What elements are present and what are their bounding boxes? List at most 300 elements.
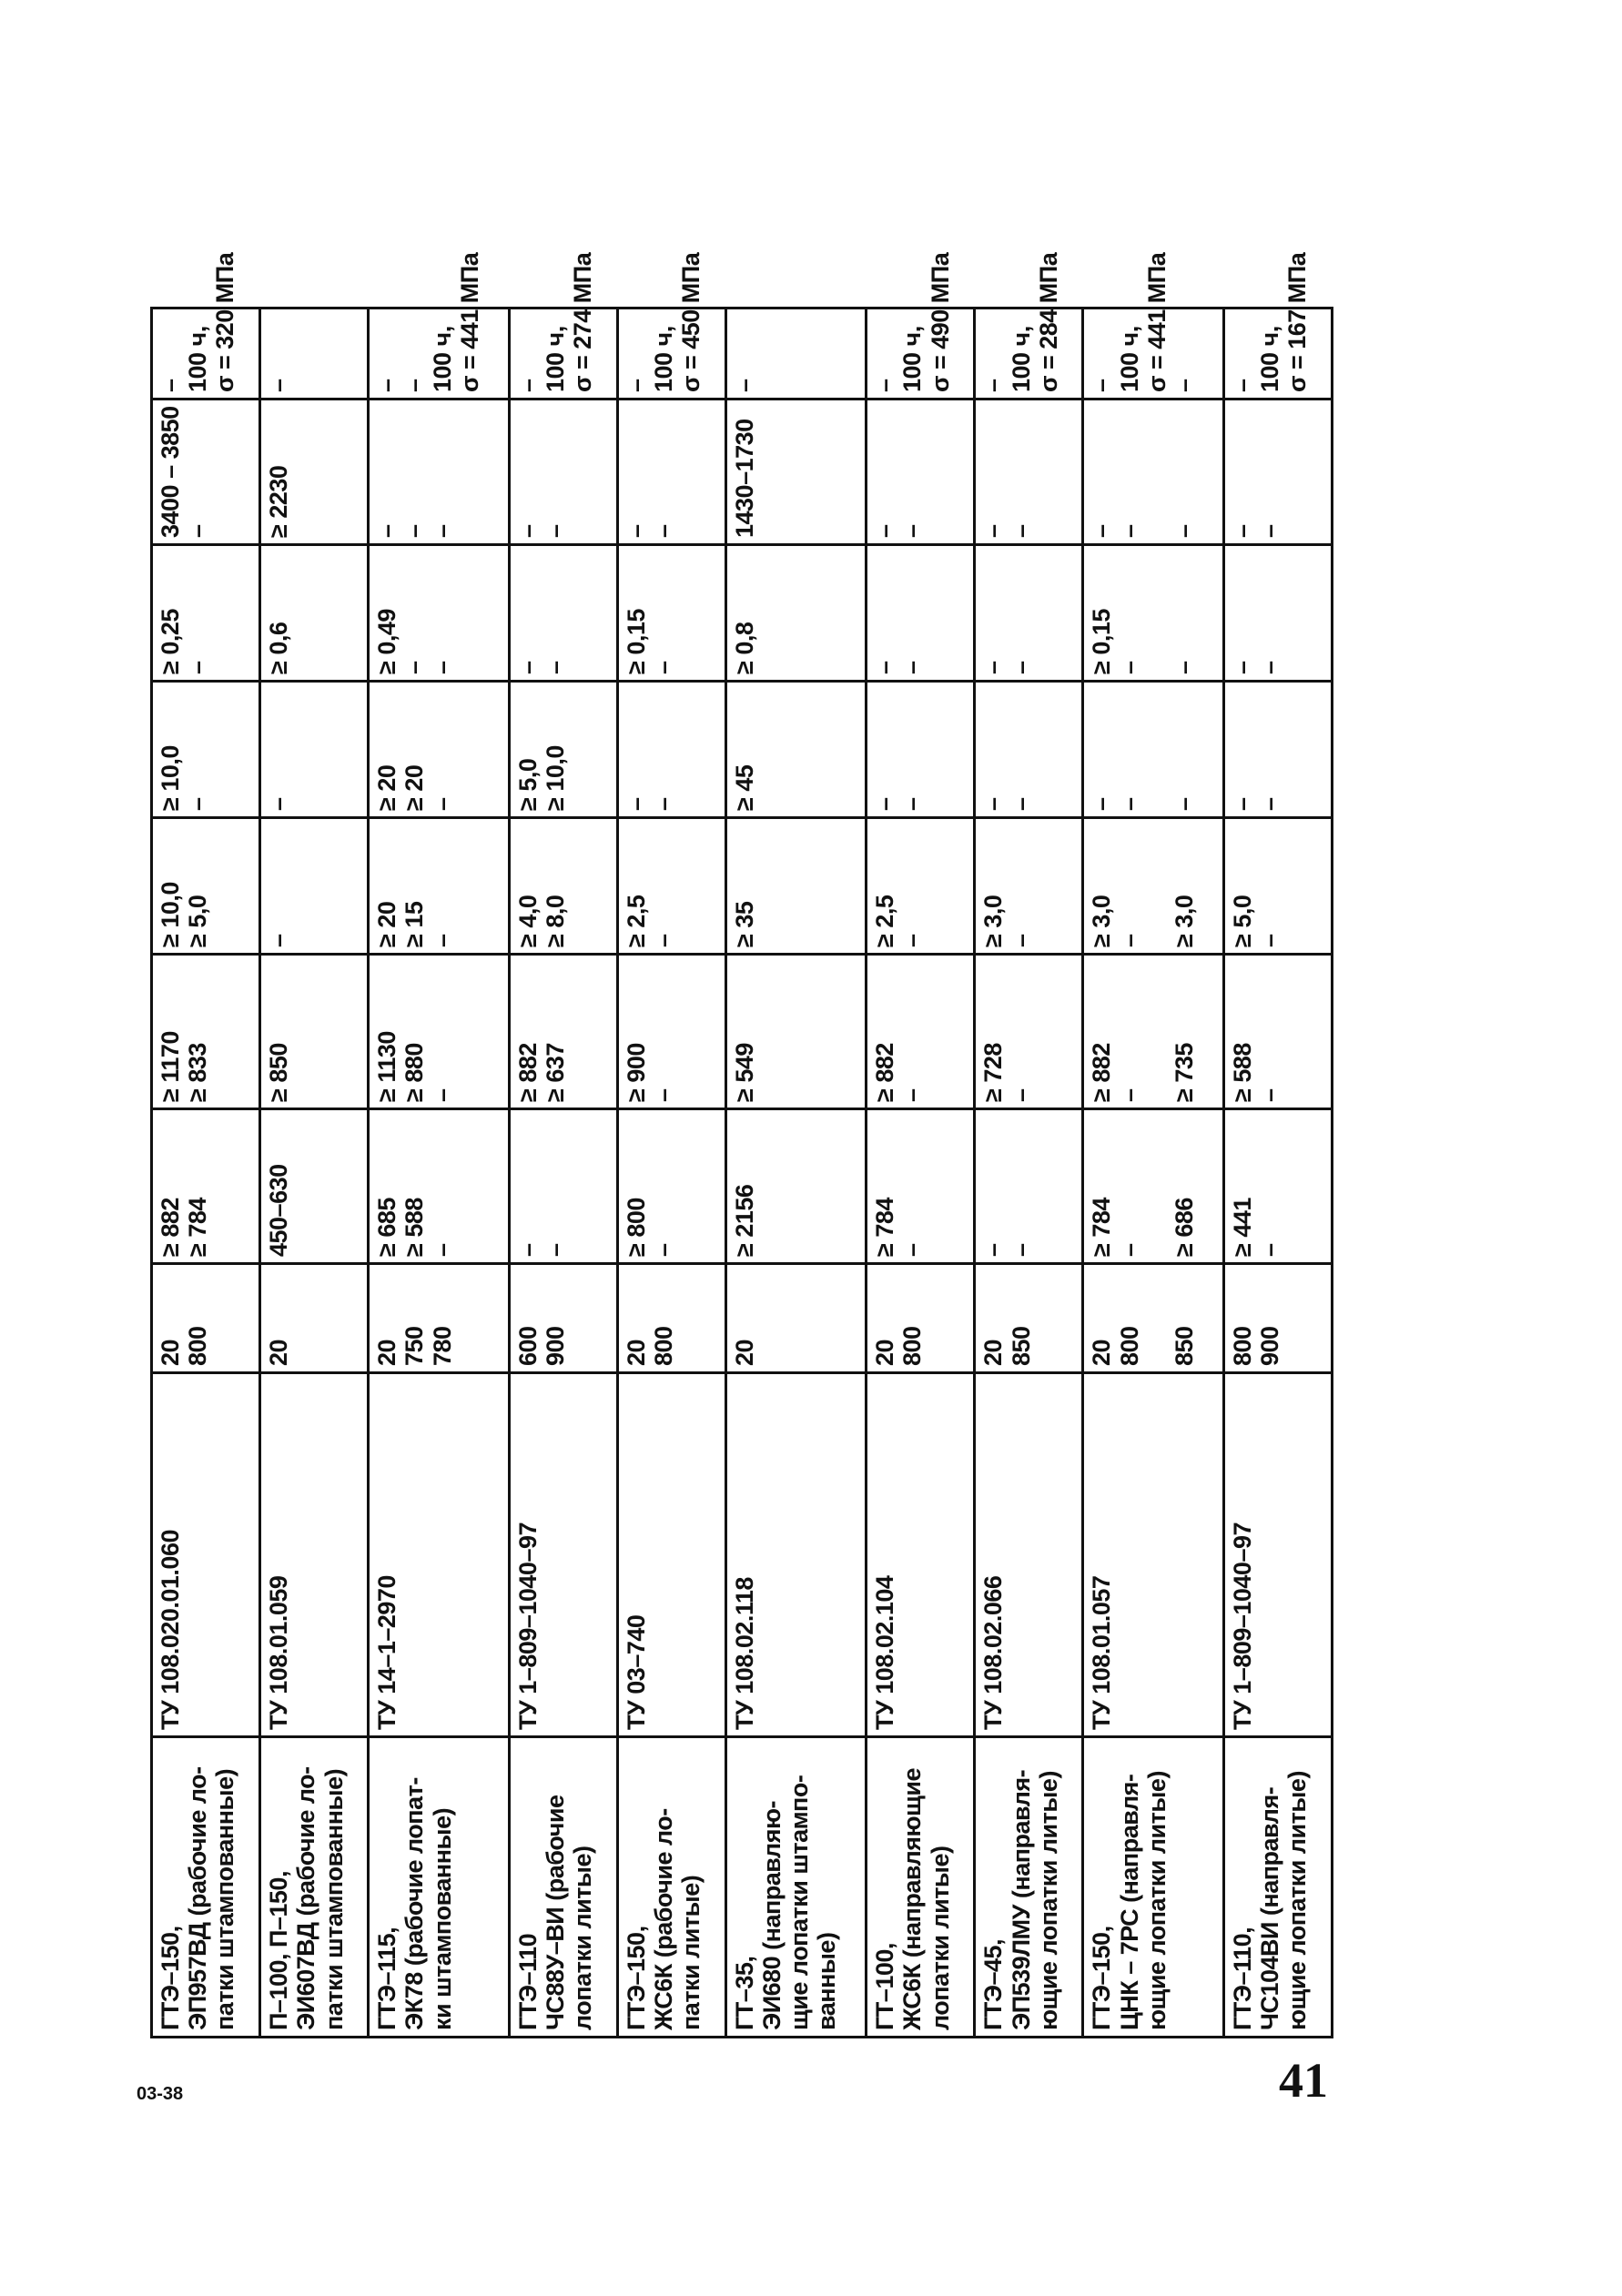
cell-line: ТУ 1–809–1040–97 <box>513 1522 542 1730</box>
cell-line: ЦНК – 7РС (направля- <box>1115 1774 1143 2030</box>
cell-line: ≥ 784 <box>871 1198 899 1257</box>
cell-line: ЧС104ВИ (направля- <box>1256 1786 1284 2030</box>
cell-line <box>1143 824 1171 947</box>
cell-line: – <box>1007 934 1035 947</box>
table-cell <box>975 1264 1083 1373</box>
cell-line: – <box>1007 661 1035 674</box>
cell-line: – <box>184 524 212 538</box>
table-cell <box>509 1737 617 2038</box>
cell-line: ≥ 588 <box>1228 1043 1256 1102</box>
cell-line: – <box>1171 661 1199 674</box>
cell-line: ≥ 882 <box>513 1043 542 1102</box>
table-cell <box>617 252 725 400</box>
cell-line: ГТЭ–110 <box>513 1933 542 2030</box>
table-cell <box>1223 955 1332 1109</box>
table-cell <box>1223 1373 1332 1737</box>
cell-line: ≥ 20 <box>400 764 429 811</box>
cell-line: – <box>649 661 677 674</box>
cell-line: ≥ 20 <box>373 901 401 947</box>
cell-line: лопатки литые) <box>926 1846 954 2030</box>
cell-line: 100 ч, <box>649 326 677 392</box>
cell-line: – <box>428 661 456 674</box>
cell-line: – <box>1256 1243 1284 1257</box>
cell-line: – <box>513 1243 542 1257</box>
table-cell <box>260 308 369 400</box>
cell-line: 20 <box>157 1339 184 1366</box>
cell-line: ГТЭ–150, <box>157 1926 184 2030</box>
table-cell <box>1083 1264 1223 1373</box>
table-cell <box>725 1737 866 2038</box>
cell-line: ≥ 880 <box>400 1043 429 1102</box>
cell-line: – <box>649 1243 677 1257</box>
rotated-table-wrapper <box>150 252 1333 2038</box>
cell-line: ≥ 833 <box>184 1043 212 1102</box>
cell-line: ющие лопатки литые) <box>1034 1771 1062 2030</box>
cell-line: – <box>1171 524 1199 538</box>
table-cell <box>1223 1109 1332 1264</box>
cell-line: ≥ 5,0 <box>1228 895 1256 947</box>
cell-line: 100 ч, <box>184 326 212 392</box>
table-row <box>152 308 260 2038</box>
cell-line: 750 <box>400 1326 429 1366</box>
cell-line: – <box>1007 1088 1035 1102</box>
table-row <box>725 308 866 2038</box>
cell-line: ≥ 850 <box>265 1043 293 1102</box>
cell-line: – <box>541 661 569 674</box>
cell-line: – <box>871 379 899 392</box>
table-cell <box>975 252 1083 400</box>
cell-line: σ = 284 МПа <box>1034 252 1062 392</box>
cell-line: 800 <box>184 1326 212 1366</box>
table-cell <box>617 1373 725 1737</box>
cell-line: ГТ–35, <box>730 1956 758 2030</box>
cell-line: 1430–1730 <box>730 419 758 538</box>
cell-line: ГТЭ–150, <box>1088 1926 1116 2030</box>
cell-line: ≥ 5,0 <box>513 758 542 811</box>
table-cell <box>725 1373 866 1737</box>
cell-line: – <box>1007 1243 1035 1257</box>
cell-line: – <box>184 661 212 674</box>
cell-line <box>1143 1116 1171 1257</box>
cell-line: 20 <box>871 1339 899 1366</box>
cell-line: ≥ 5,0 <box>184 895 212 947</box>
cell-line: ≥ 900 <box>622 1043 650 1102</box>
table-row <box>975 308 1083 2038</box>
cell-line: ГТ–100, <box>871 1943 899 2030</box>
table-cell <box>369 252 509 400</box>
cell-line: 100 ч, <box>1256 326 1284 392</box>
cell-line: ТУ 108.020.01.060 <box>157 1530 184 1730</box>
cell-line: ≥ 441 <box>1228 1198 1256 1257</box>
table-cell <box>369 1264 509 1373</box>
cell-line: 20 <box>622 1339 650 1366</box>
cell-line: ≥ 2,5 <box>871 895 899 947</box>
table-cell <box>369 1737 509 2038</box>
table-cell <box>1223 400 1332 545</box>
table-cell <box>617 545 725 682</box>
cell-line: ≥ 882 <box>871 1043 899 1102</box>
cell-line <box>1143 688 1171 811</box>
cell-line: – <box>649 1088 677 1102</box>
table-cell <box>617 1264 725 1373</box>
cell-line <box>1143 1270 1171 1366</box>
cell-line: – <box>898 524 927 538</box>
cell-line: ≥ 0,15 <box>1088 609 1116 674</box>
cell-line: ТУ 108.02.118 <box>730 1577 758 1730</box>
cell-line: σ = 167 МПа <box>1283 252 1312 392</box>
cell-line: ЭИ680 (направляю- <box>758 1801 786 2030</box>
cell-line: ≥ 2156 <box>730 1184 758 1257</box>
cell-line: ЖС6К (рабочие ло- <box>649 1808 677 2030</box>
cell-line: – <box>979 379 1008 392</box>
cell-line: σ = 450 МПа <box>677 252 705 392</box>
cell-line: – <box>622 524 650 538</box>
cell-line: ЭП539ЛМУ (направля- <box>1007 1769 1035 2030</box>
cell-line: – <box>979 524 1008 538</box>
cell-line: ≥ 20 <box>373 764 401 811</box>
cell-line: – <box>428 1243 456 1257</box>
table-row <box>260 308 369 2038</box>
cell-line: 100 ч, <box>898 326 927 392</box>
cell-line: ЖС6К (направляющие <box>898 1768 927 2030</box>
cell-line: – <box>730 379 758 392</box>
cell-line: – <box>1115 524 1143 538</box>
cell-line: – <box>898 1088 927 1102</box>
cell-line: ГТЭ–45, <box>979 1938 1008 2030</box>
cell-line: ки штампованные) <box>428 1807 456 2030</box>
cell-line: ≥ 686 <box>1171 1198 1199 1257</box>
table-cell <box>509 818 617 955</box>
cell-line: ЭК78 (рабочие лопат- <box>400 1777 429 2030</box>
page-number: 41 <box>1279 2053 1328 2108</box>
cell-line: ≥ 3,0 <box>1088 895 1116 947</box>
cell-line: – <box>1115 661 1143 674</box>
cell-line: – <box>265 379 293 392</box>
table-cell <box>369 1109 509 1264</box>
table-cell <box>725 818 866 955</box>
cell-line: П–100, П–150, <box>265 1871 293 2030</box>
cell-line: – <box>622 379 650 392</box>
table-cell <box>725 308 866 400</box>
table-cell <box>867 1109 975 1264</box>
cell-line: – <box>649 524 677 538</box>
document-code: 03-38 <box>137 2084 184 2104</box>
cell-line: ≥ 800 <box>622 1198 650 1257</box>
cell-line: – <box>265 797 293 811</box>
cell-line: σ = 441 МПа <box>1142 252 1171 392</box>
cell-line: – <box>898 797 927 811</box>
cell-line: ≥ 10,0 <box>541 745 569 811</box>
cell-line: 850 <box>1171 1326 1199 1366</box>
cell-line: – <box>400 661 429 674</box>
table-cell <box>617 1109 725 1264</box>
table-cell <box>725 955 866 1109</box>
cell-line: ≥ 0,6 <box>265 622 293 674</box>
table-cell <box>975 955 1083 1109</box>
table-cell <box>975 1373 1083 1737</box>
cell-line: ющие лопатки литые) <box>1142 1771 1171 2030</box>
cell-line: – <box>428 797 456 811</box>
cell-line: – <box>979 1243 1008 1257</box>
table-row <box>867 308 975 2038</box>
cell-line: ≥ 784 <box>184 1198 212 1257</box>
cell-line: ТУ 108.01.059 <box>265 1575 293 1730</box>
table-cell <box>152 955 260 1109</box>
cell-line: 20 <box>979 1339 1008 1366</box>
table-row <box>1083 308 1223 2038</box>
cell-line: σ = 274 МПа <box>569 252 597 392</box>
cell-line: ЭП957ВД (рабочие ло- <box>184 1766 212 2030</box>
table-cell <box>260 682 369 818</box>
table-cell <box>260 818 369 955</box>
table-cell <box>1083 400 1223 545</box>
cell-line: ≥ 4,0 <box>513 895 542 947</box>
table-cell <box>260 1373 369 1737</box>
cell-line: 600 <box>513 1326 542 1366</box>
cell-line: 100 ч, <box>1007 326 1035 392</box>
cell-line: ТУ 108.01.057 <box>1088 1575 1116 1730</box>
cell-line <box>1143 961 1171 1102</box>
cell-line: – <box>541 524 569 538</box>
table-cell <box>509 1109 617 1264</box>
cell-line: – <box>1256 524 1284 538</box>
cell-line: – <box>1256 1088 1284 1102</box>
table-cell <box>867 400 975 545</box>
cell-line: – <box>1228 661 1256 674</box>
cell-line: ющие лопатки литые) <box>1283 1771 1312 2030</box>
table-cell <box>975 818 1083 955</box>
table-cell <box>260 1737 369 2038</box>
cell-line: ≥ 685 <box>373 1198 401 1257</box>
table-cell <box>975 545 1083 682</box>
cell-line: ≥ 882 <box>157 1198 184 1257</box>
cell-line: – <box>979 661 1008 674</box>
table-cell <box>975 1109 1083 1264</box>
cell-line: – <box>1115 1243 1143 1257</box>
cell-line: – <box>898 934 927 947</box>
table-cell <box>369 545 509 682</box>
table-cell <box>975 682 1083 818</box>
cell-line: 780 <box>428 1326 456 1366</box>
cell-line: – <box>1256 661 1284 674</box>
cell-line: ТУ 108.02.066 <box>979 1575 1008 1730</box>
cell-line: – <box>1115 934 1143 947</box>
cell-line: ≥ 15 <box>400 901 429 947</box>
cell-line: ≥ 735 <box>1171 1043 1199 1102</box>
cell-line: патки штампованные) <box>211 1768 239 2030</box>
table-cell <box>1083 818 1223 955</box>
cell-line: ≥ 8,0 <box>541 895 569 947</box>
table-cell <box>867 1264 975 1373</box>
cell-line: ≥ 35 <box>730 901 758 947</box>
table-cell <box>152 1373 260 1737</box>
cell-line: ≥ 0,15 <box>622 609 650 674</box>
table-cell <box>1223 252 1332 400</box>
table-body <box>152 252 1333 2038</box>
table-cell <box>617 955 725 1109</box>
cell-line: – <box>1256 934 1284 947</box>
table-cell <box>725 1109 866 1264</box>
cell-line: 800 <box>1115 1326 1143 1366</box>
cell-line: 900 <box>541 1326 569 1366</box>
table-cell <box>867 955 975 1109</box>
table-cell <box>617 818 725 955</box>
table-cell <box>152 1109 260 1264</box>
cell-line: ≥ 10,0 <box>157 882 184 947</box>
table-cell <box>1083 545 1223 682</box>
cell-line: ≥ 0,49 <box>373 609 401 674</box>
table-cell <box>260 1109 369 1264</box>
table-cell <box>1083 1109 1223 1264</box>
cell-line: 450–630 <box>265 1164 293 1257</box>
cell-line: – <box>513 524 542 538</box>
cell-line: – <box>1228 379 1256 392</box>
table-cell <box>260 545 369 682</box>
cell-line: 20 <box>373 1339 401 1366</box>
table-cell <box>509 1373 617 1737</box>
table-row <box>617 308 725 2038</box>
cell-line: 100 ч, <box>428 326 456 392</box>
cell-line: – <box>157 379 184 392</box>
table-cell <box>152 682 260 818</box>
cell-line: 20 <box>1088 1339 1116 1366</box>
cell-line: – <box>622 797 650 811</box>
cell-line: – <box>513 661 542 674</box>
cell-line: 100 ч, <box>541 326 569 392</box>
table-cell <box>725 545 866 682</box>
cell-line: патки штампованные) <box>319 1768 348 2030</box>
cell-line: – <box>1228 524 1256 538</box>
cell-line: ≥ 3,0 <box>979 895 1008 947</box>
cell-line: – <box>1115 1088 1143 1102</box>
table-cell <box>152 1264 260 1373</box>
table-cell <box>1223 1737 1332 2038</box>
table-cell <box>867 1373 975 1737</box>
table-cell <box>152 545 260 682</box>
cell-line: ЭИ607ВД (рабочие ло- <box>292 1766 320 2030</box>
table-cell <box>152 252 260 400</box>
cell-line: ≥ 10,0 <box>157 745 184 811</box>
cell-line: ≥ 3,0 <box>1171 895 1199 947</box>
cell-line <box>1143 406 1171 538</box>
cell-line: – <box>1007 524 1035 538</box>
cell-line: 20 <box>265 1339 293 1366</box>
cell-line: ≥ 784 <box>1088 1198 1116 1257</box>
table-cell <box>509 955 617 1109</box>
table-cell <box>260 955 369 1109</box>
cell-line: ТУ 14–1–2970 <box>373 1575 401 1730</box>
cell-line: ≥ 2230 <box>265 465 293 538</box>
table-row <box>509 308 617 2038</box>
table-cell <box>725 1264 866 1373</box>
table-cell <box>1223 1264 1332 1373</box>
cell-line: ТУ 03–740 <box>622 1614 650 1730</box>
cell-line: – <box>1171 797 1199 811</box>
table-cell <box>369 682 509 818</box>
table-cell <box>1223 818 1332 955</box>
table-cell <box>867 682 975 818</box>
table-cell <box>1083 252 1223 400</box>
cell-line: – <box>898 1243 927 1257</box>
cell-line: – <box>1088 797 1116 811</box>
cell-line: ГТЭ–150, <box>622 1926 650 2030</box>
cell-line: – <box>649 797 677 811</box>
cell-line: ТУ 1–809–1040–97 <box>1228 1522 1256 1730</box>
cell-line: 800 <box>649 1326 677 1366</box>
cell-line: – <box>979 797 1008 811</box>
cell-line: – <box>373 524 401 538</box>
cell-line: – <box>265 934 293 947</box>
table-cell <box>867 818 975 955</box>
table-cell <box>260 400 369 545</box>
cell-line: ванные) <box>813 1932 841 2030</box>
cell-line: – <box>541 1243 569 1257</box>
cell-line: 900 <box>1256 1326 1284 1366</box>
table-cell <box>509 252 617 400</box>
table-cell <box>152 1737 260 2038</box>
table-cell <box>617 682 725 818</box>
cell-line: ≥ 1170 <box>157 1031 184 1102</box>
cell-line: σ = 490 МПа <box>926 252 954 392</box>
table-cell <box>509 545 617 682</box>
table-cell <box>369 818 509 955</box>
table-cell <box>509 682 617 818</box>
cell-line: ≥ 882 <box>1088 1043 1116 1102</box>
cell-line: – <box>1088 379 1116 392</box>
cell-line: – <box>1115 797 1143 811</box>
table-cell <box>369 400 509 545</box>
cell-line: – <box>1088 524 1116 538</box>
table-cell <box>617 400 725 545</box>
cell-line: щие лопатки штампо- <box>786 1775 814 2030</box>
cell-line: σ = 441 МПа <box>455 252 483 392</box>
cell-line: – <box>649 934 677 947</box>
cell-line: 3400 – 3850 <box>157 406 184 538</box>
table-row <box>1223 308 1332 2038</box>
cell-line: ГТЭ–115, <box>373 1927 401 2030</box>
table-cell <box>975 1737 1083 2038</box>
table-cell <box>1083 955 1223 1109</box>
cell-line: – <box>428 934 456 947</box>
cell-line: – <box>428 524 456 538</box>
cell-line: – <box>400 379 429 392</box>
cell-line: ЧС88У–ВИ (рабочие <box>541 1795 569 2030</box>
cell-line: патки литые) <box>677 1875 705 2030</box>
material-properties-table <box>150 252 1333 2038</box>
cell-line: ≥ 45 <box>730 764 758 811</box>
table-cell <box>1083 1737 1223 2038</box>
cell-line: – <box>871 797 899 811</box>
cell-line: ТУ 108.02.104 <box>871 1575 899 1730</box>
table-cell <box>369 1373 509 1737</box>
cell-line: ≥ 728 <box>979 1043 1008 1102</box>
table-cell <box>152 818 260 955</box>
table-cell <box>509 400 617 545</box>
table-cell <box>260 1264 369 1373</box>
table-cell <box>1223 682 1332 818</box>
cell-line: – <box>400 524 429 538</box>
cell-line <box>1143 551 1171 674</box>
table-cell <box>1083 1373 1223 1737</box>
cell-line: 800 <box>1228 1326 1256 1366</box>
cell-line: – <box>184 797 212 811</box>
cell-line: 800 <box>898 1326 927 1366</box>
table-cell <box>152 400 260 545</box>
table-cell <box>975 400 1083 545</box>
table-cell <box>617 1737 725 2038</box>
table-cell <box>1223 545 1332 682</box>
cell-line: – <box>373 379 401 392</box>
